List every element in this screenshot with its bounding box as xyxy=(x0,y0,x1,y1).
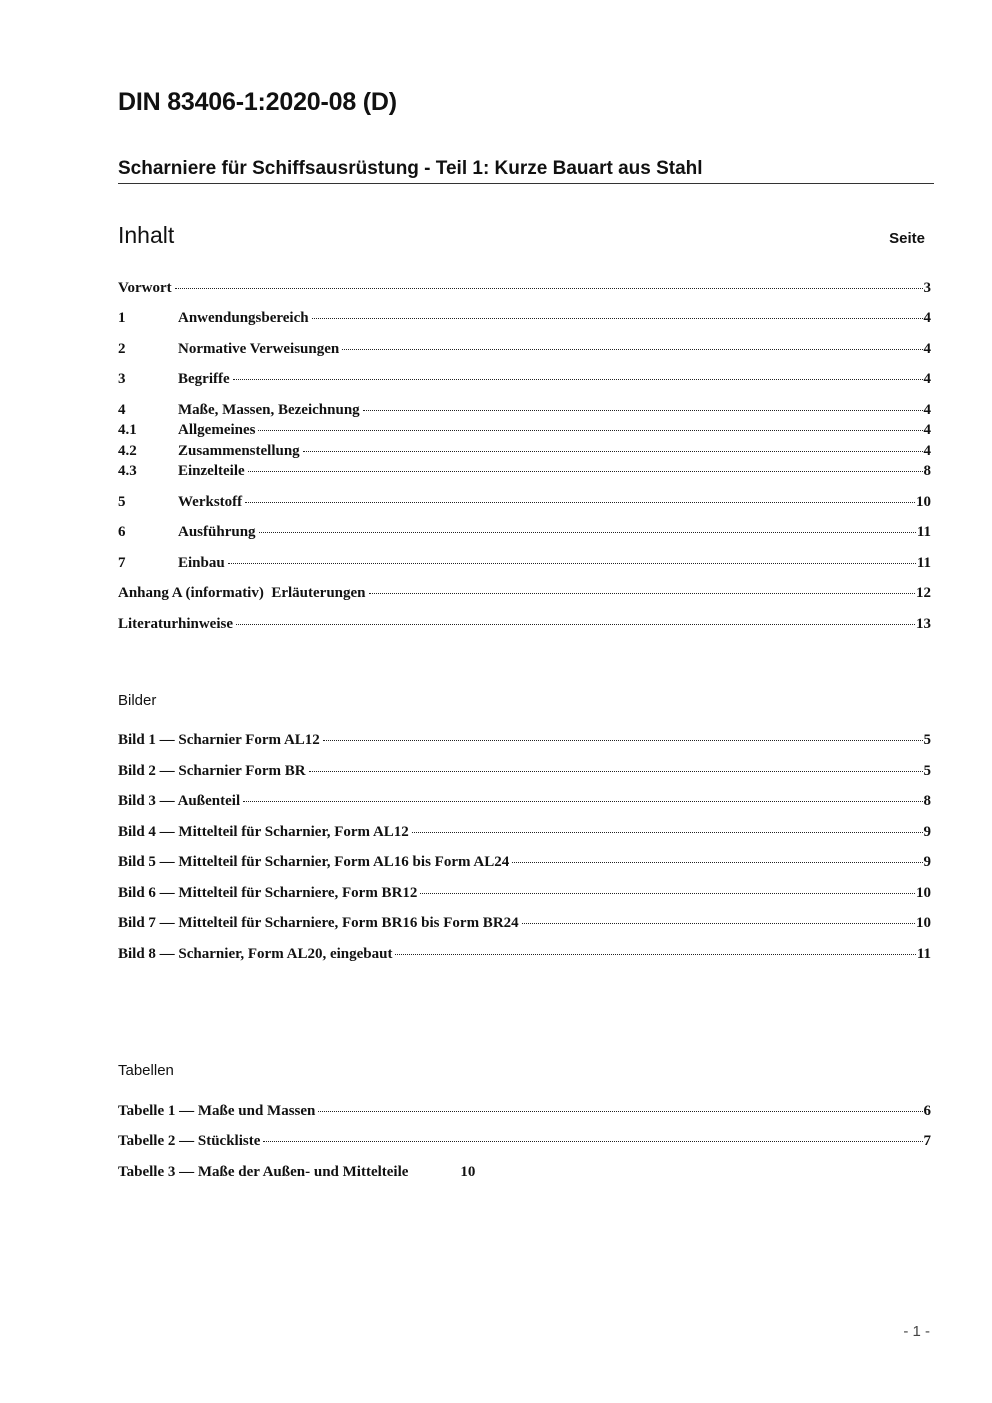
figure-entry-1[interactable]: Bild 1 — Scharnier Form AL12 5 xyxy=(118,732,931,748)
tables-heading: Tabellen xyxy=(118,1062,174,1079)
table-entry-1[interactable]: Tabelle 1 — Maße und Massen 6 xyxy=(118,1103,931,1119)
toc-entry-4-1[interactable]: 4.1 Allgemeines 4 xyxy=(118,422,931,438)
toc-entry-literaturhinweise[interactable]: Literaturhinweise 13 xyxy=(118,616,931,632)
table-entry-3[interactable]: Tabelle 3 — Maße der Außen- und Mittelteile 10 xyxy=(118,1164,476,1180)
toc-entry-vorwort[interactable]: Vorwort 3 xyxy=(118,280,931,296)
toc-entry-4[interactable]: 4 Maße, Massen, Bezeichnung 4 xyxy=(118,402,931,418)
figure-entry-5[interactable]: Bild 5 — Mittelteil für Scharnier, Form AL16 bis Form AL24 9 xyxy=(118,854,931,870)
figure-entry-2[interactable]: Bild 2 — Scharnier Form BR 5 xyxy=(118,763,931,779)
figure-entry-8[interactable]: Bild 8 — Scharnier, Form AL20, eingebaut 11 xyxy=(118,946,931,962)
toc-entry-7[interactable]: 7 Einbau 11 xyxy=(118,555,931,571)
toc-heading: Inhalt xyxy=(118,222,175,248)
toc-entry-2[interactable]: 2 Normative Verweisungen 4 xyxy=(118,341,931,357)
toc-entry-6[interactable]: 6 Ausführung 11 xyxy=(118,524,931,540)
figure-entry-3[interactable]: Bild 3 — Außenteil 8 xyxy=(118,793,931,809)
toc-entry-3[interactable]: 3 Begriffe 4 xyxy=(118,371,931,387)
page-number: - 1 - xyxy=(903,1323,930,1340)
figure-entry-7[interactable]: Bild 7 — Mittelteil für Scharniere, Form BR16 bis Form BR24 10 xyxy=(118,915,931,931)
toc-entry-5[interactable]: 5 Werkstoff 10 xyxy=(118,494,931,510)
figures-heading: Bilder xyxy=(118,692,157,709)
figure-entry-4[interactable]: Bild 4 — Mittelteil für Scharnier, Form AL12 9 xyxy=(118,824,931,840)
figure-entry-6[interactable]: Bild 6 — Mittelteil für Scharniere, Form BR12 10 xyxy=(118,885,931,901)
document-subtitle: Scharniere für Schiffsausrüstung - Teil 1: Kurze Bauart aus Stahl xyxy=(118,158,934,184)
toc-entry-4-3[interactable]: 4.3 Einzelteile 8 xyxy=(118,463,931,479)
toc-entry-4-2[interactable]: 4.2 Zusammenstellung 4 xyxy=(118,443,931,459)
toc-page-label: Seite xyxy=(889,230,925,247)
toc-entry-1[interactable]: 1 Anwendungsbereich 4 xyxy=(118,310,931,326)
document-title: DIN 83406-1:2020-08 (D) xyxy=(118,88,397,116)
table-entry-2[interactable]: Tabelle 2 — Stückliste 7 xyxy=(118,1133,931,1149)
toc-entry-anhang-a[interactable]: Anhang A (informativ) Erläuterungen 12 xyxy=(118,585,931,601)
